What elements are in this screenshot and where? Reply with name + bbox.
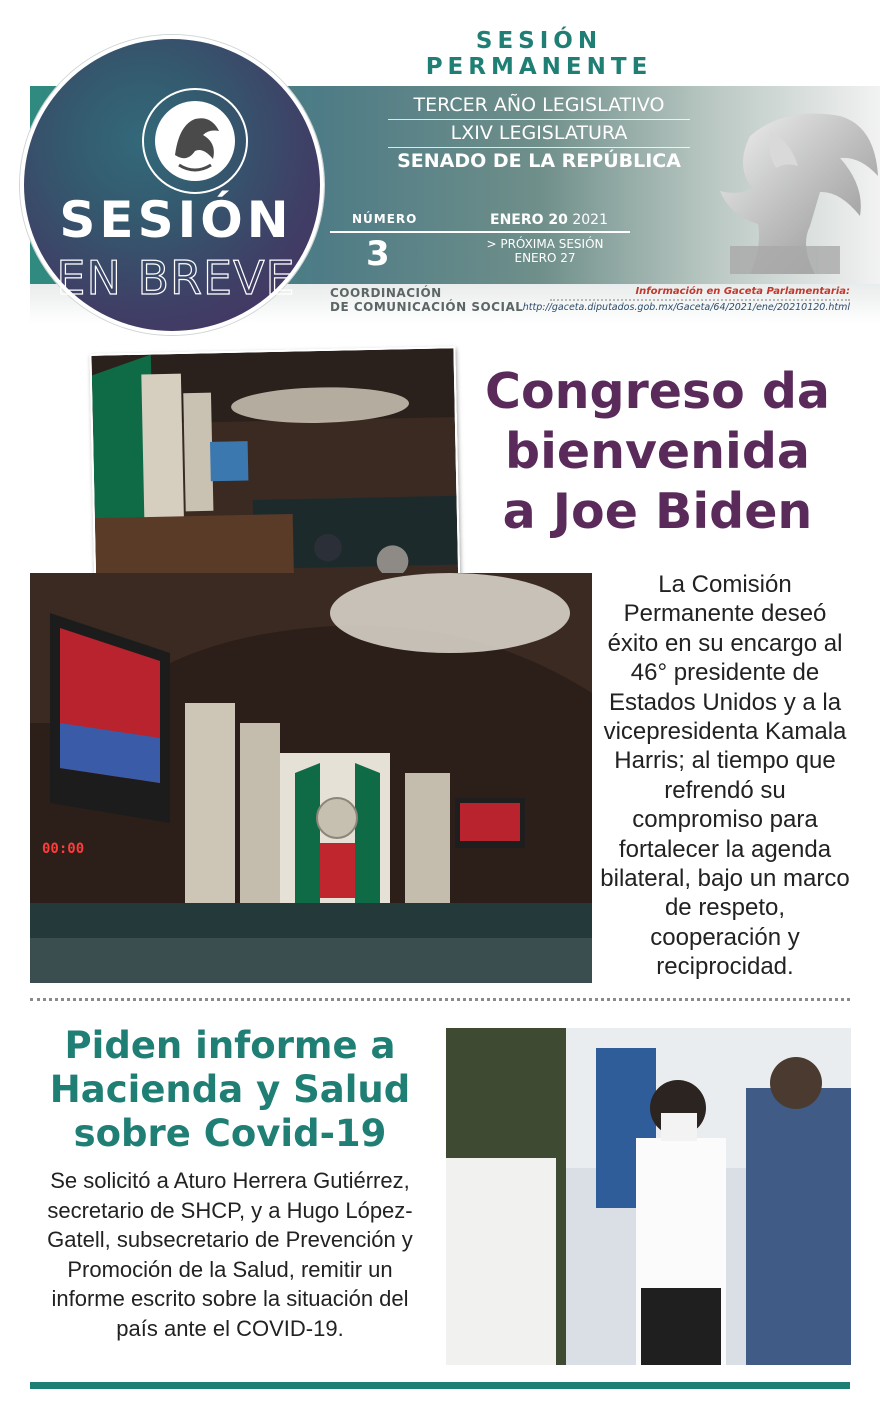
issue-number-label: NÚMERO xyxy=(352,212,418,226)
header-rule xyxy=(330,231,630,233)
session-type-title: SESIÓN PERMANENTE xyxy=(425,28,653,80)
article1-headline-line-2: bienvenida xyxy=(505,423,810,480)
article1-headline xyxy=(455,362,860,542)
coordination-line-2: DE COMUNICACIÓN SOCIAL xyxy=(330,300,524,314)
sesion-en-breve-emblem xyxy=(20,35,324,335)
next-session-label: > PRÓXIMA SESIÓN xyxy=(486,237,604,251)
issue-date xyxy=(490,212,608,228)
vaccination-photo xyxy=(446,1028,851,1365)
article1-headline-line-1: Congreso da xyxy=(484,363,830,420)
legislature-block xyxy=(388,92,690,175)
article2-body: Se solicitó a Aturo Herrera Gutiérrez, secretario de SHCP, y a Hugo López-Gatell, subsecretario de Prevención y Promoción de la Salud, remitir un informe escrito sobre la situación del país ante el COVID-19. xyxy=(47,1168,413,1341)
chamber-photo-small xyxy=(89,346,460,604)
footer-bar xyxy=(30,1382,850,1389)
article2-headline xyxy=(30,1024,430,1156)
issue-date-month-day: ENERO 20 xyxy=(490,212,568,228)
article1-body: La Comisión Permanente deseó éxito en su encargo al 46° presidente de Estados Unidos y a la vicepresidenta Kamala Harris; al tiempo que refrendó su compromiso para fortalecer la agenda bilateral, bajo un marco de respeto, cooperación y reciprocidad. xyxy=(600,571,850,981)
issue-number: 3 xyxy=(366,234,390,274)
chamber-photo-main xyxy=(30,573,592,983)
article1-headline-line-3: a Joe Biden xyxy=(502,483,813,540)
svg-text:00:00: 00:00 xyxy=(42,841,85,857)
article2-headline-line-3: sobre Covid-19 xyxy=(73,1112,387,1155)
article2-headline-line-1: Piden informe a xyxy=(64,1024,396,1067)
emblem-subtitle: EN BREVE xyxy=(56,251,296,305)
next-session-date: ENERO 27 xyxy=(514,251,576,265)
gaceta-divider xyxy=(550,299,850,301)
national-seal-icon xyxy=(139,85,251,197)
next-session xyxy=(480,237,610,265)
section-divider xyxy=(30,998,850,1001)
issue-date-year: 2021 xyxy=(572,212,608,228)
legislature-line-1: TERCER AÑO LEGISLATIVO xyxy=(413,94,665,116)
coordination-label xyxy=(330,286,523,314)
legislature-line-3: SENADO DE LA REPÚBLICA xyxy=(388,147,690,175)
article2-headline-line-2: Hacienda y Salud xyxy=(49,1068,411,1111)
coordination-line-1: COORDINACIÓN xyxy=(330,286,442,300)
eagle-sculpture-image xyxy=(690,96,880,276)
emblem-title: SESIÓN xyxy=(59,191,293,249)
gaceta-label: Información en Gaceta Parlamentaria: xyxy=(635,286,850,297)
legislature-line-2: LXIV LEGISLATURA xyxy=(388,119,690,147)
gaceta-link[interactable]: http://gaceta.diputados.gob.mx/Gaceta/64/2021/ene/20210120.html xyxy=(522,302,850,313)
